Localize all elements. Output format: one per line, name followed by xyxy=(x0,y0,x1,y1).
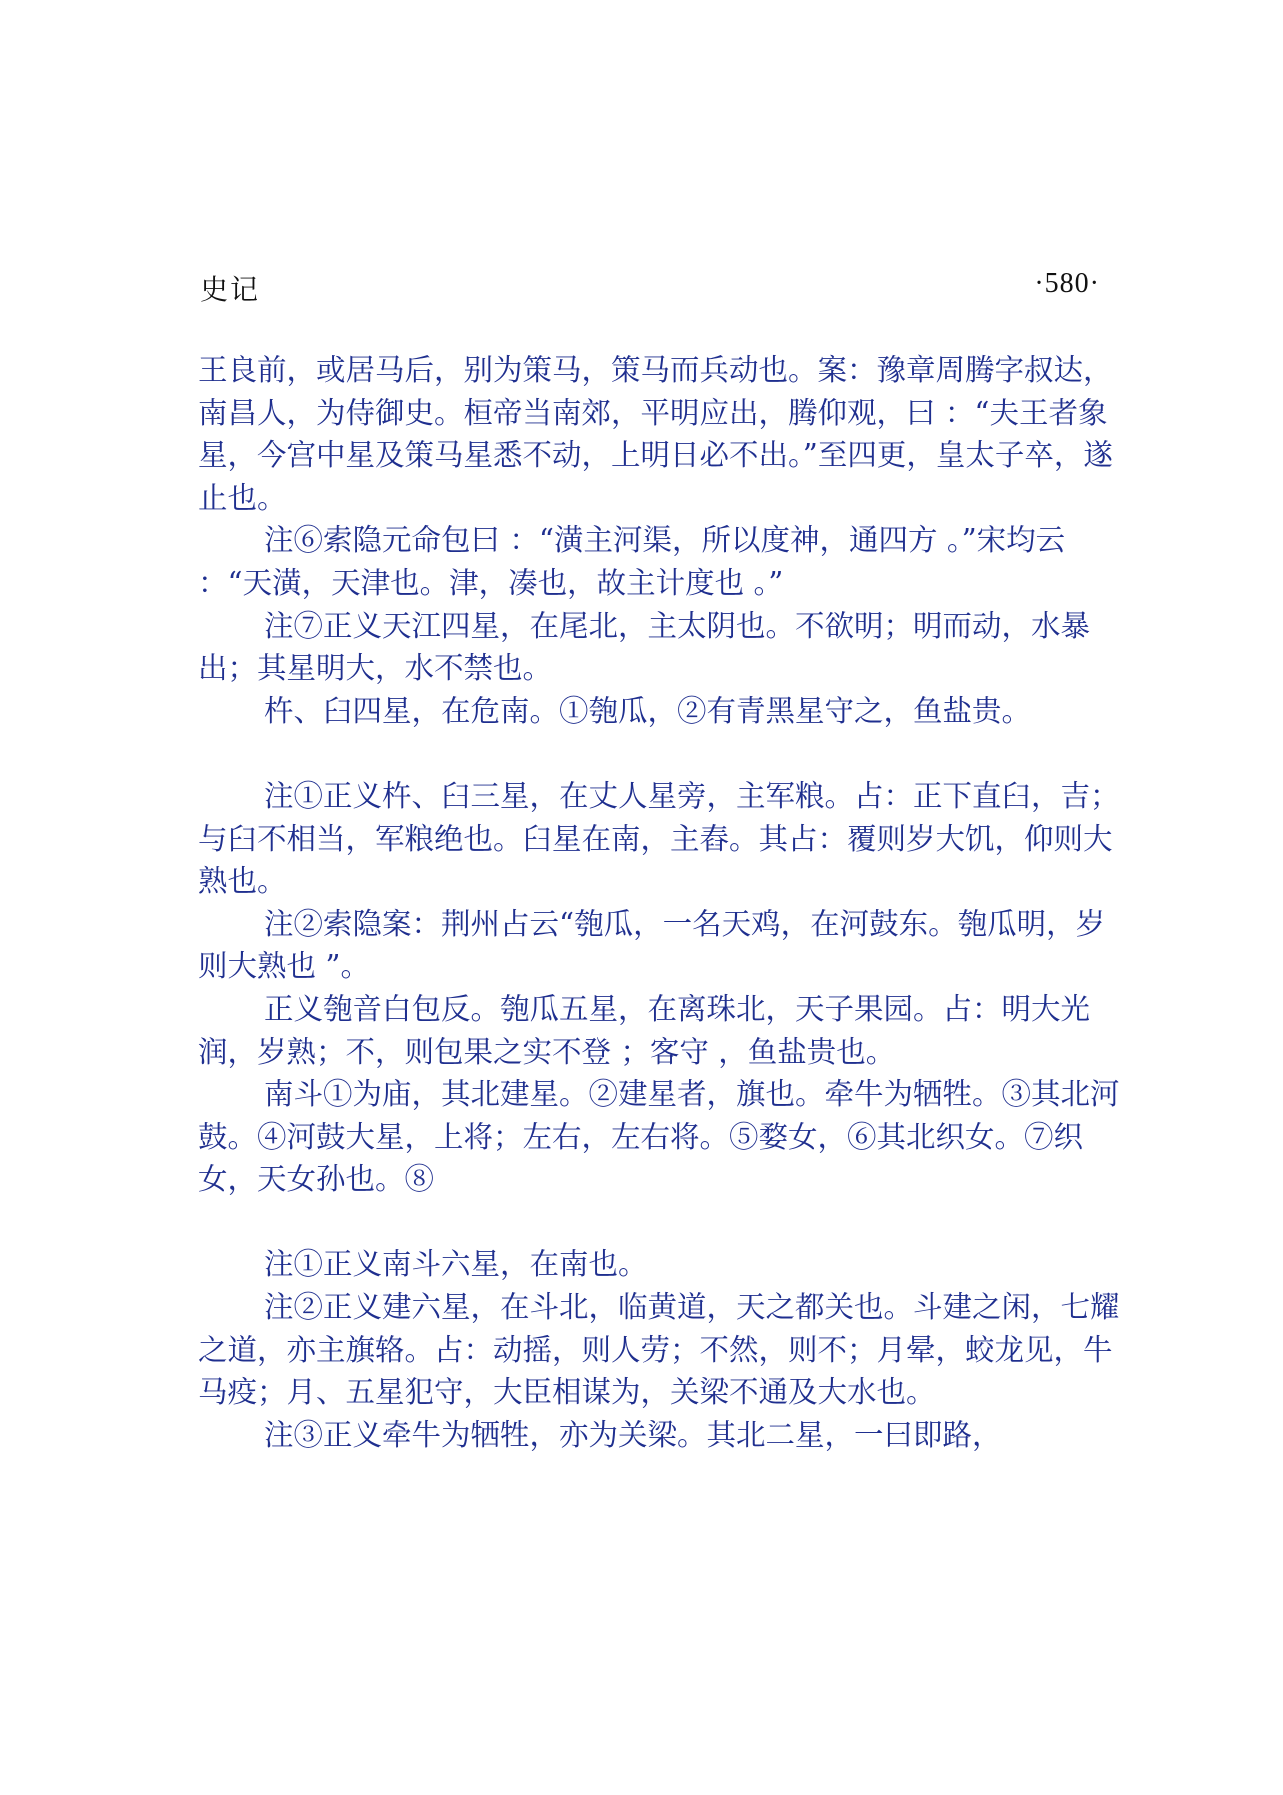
paragraph-note: 注②索隐案：荆州占云“匏瓜，一名天鸡，在河鼓东。匏瓜明，岁则大熟也 ”。 xyxy=(198,906,1106,984)
page-header xyxy=(200,268,1100,308)
book-title: 史记 xyxy=(200,273,261,306)
paragraph-note: 注②正义建六星，在斗北，临黄道，天之都关也。斗建之闲，七耀之道，亦主旗辂。占：动摇，则人劳；不然，则不；月晕，蛟龙见，牛马疫；月、五星犯守，大臣相谋为，关梁不通及大水也。 xyxy=(198,1290,1120,1410)
paragraph-main-text: 南斗①为庙，其北建星。②建星者，旗也。牵牛为牺牲。③其北河鼓。④河鼓大星，上将；左右，左右将。⑤婺女，⑥其北织女。⑦织女，天女孙也。⑧ xyxy=(198,1077,1120,1197)
paragraph-note: 注①正义南斗六星，在南也。 xyxy=(264,1247,648,1282)
paragraph-note: 注①正义杵、臼三星，在丈人星旁，主军粮。占：正下直臼，吉；与臼不相当，军粮绝也。臼星在南，主舂。其占：覆则岁大饥，仰则大熟也。 xyxy=(198,778,1120,899)
page-number: ·580· xyxy=(1034,268,1100,299)
paragraph-note: 正义匏音白包反。匏瓜五星，在离珠北，天子果园。占：明大光润，岁熟；不，则包果之实不登 ；客守 ，鱼盐贵也。 xyxy=(198,991,1091,1069)
paragraph-note: 注⑦正义天江四星，在尾北，主太阴也。不欲明；明而动，水暴出；其星明大，水不禁也。 xyxy=(198,608,1091,686)
paragraph-main-text: 王良前，或居马后，别为策马，策马而兵动也。案：豫章周腾字叔达，南昌人，为侍御史。桓帝当南郊，平明应出，腾仰观，曰 ：“夫王者象星，今宫中星及策马星悉不动，上明日必不出。”至四更，皇太子卒，遂止也。 xyxy=(198,353,1113,515)
paragraph-main-text: 杵、臼四星，在危南。①匏瓜，②有青黑星守之，鱼盐贵。 xyxy=(264,693,1032,728)
paragraph-note: 注③正义牵牛为牺牲，亦为关梁。其北二星，一曰即路， xyxy=(264,1417,1002,1452)
page-body xyxy=(198,349,1128,1456)
paragraph-note: 注⑥索隐元命包曰 ：“潢主河渠，所以度神，通四方 。”宋均云 ：“天潢，天津也。津，凑也，故主计度也 。” xyxy=(198,523,1075,600)
